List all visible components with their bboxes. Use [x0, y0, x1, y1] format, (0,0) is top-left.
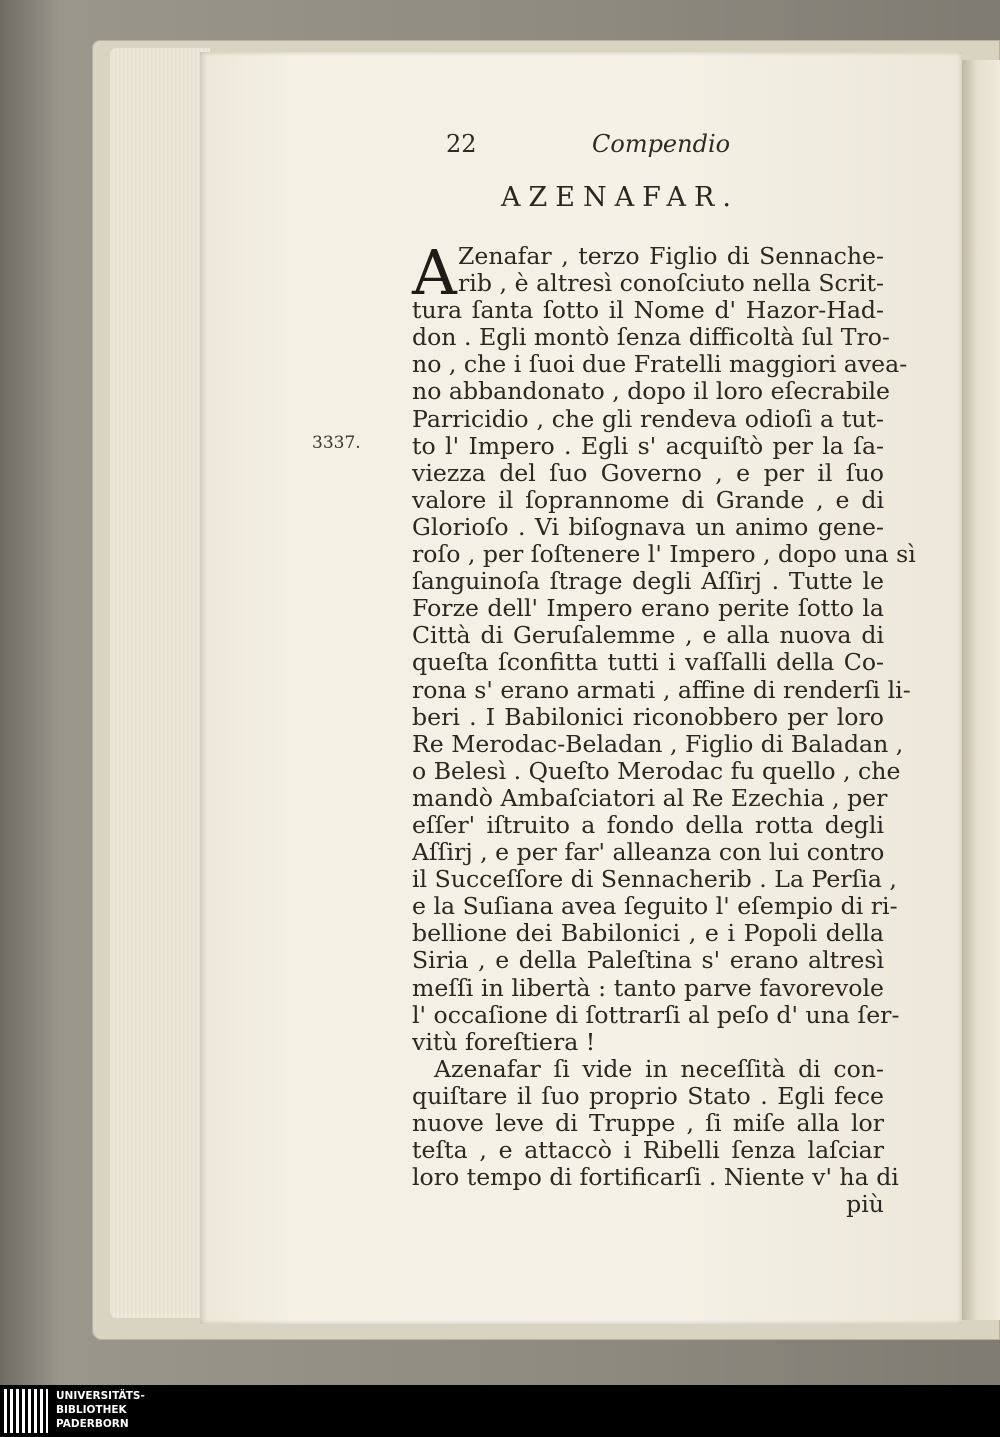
- body-text: [412, 236, 916, 1219]
- text-line: viezza del ſuo Governo , e per il ſuo: [412, 458, 884, 487]
- text-line: e la Suſiana avea ſeguito l' eſempio di ri-: [412, 892, 898, 921]
- text-line: to l' Impero . Egli s' acquiſtò per la ſa-: [412, 431, 884, 460]
- text-line: quiſtare il ſuo proprio Stato . Egli fece: [412, 1081, 884, 1110]
- text-line: Zenafar , terzo Figlio di Sennache-: [458, 242, 884, 270]
- text-line: l' occaſione di ſottrarſi al peſo d' una ſer-: [412, 1000, 900, 1029]
- library-name: [56, 1389, 145, 1431]
- text-line: eſſer' iſtruito a fondo della rotta degli: [412, 810, 884, 839]
- page-number: 22: [446, 130, 477, 158]
- library-footer: [0, 1385, 1000, 1437]
- running-head: Compendio: [592, 130, 731, 158]
- text-line: tura ſanta ſotto il Nome d' Hazor-Had-: [412, 296, 884, 325]
- text-line: Re Merodac-Beladan , Figlio di Baladan ,: [412, 729, 904, 758]
- text-line: Siria , e della Paleſtina s' erano altresì: [412, 946, 884, 975]
- facing-page-edge: [962, 60, 1000, 1320]
- library-name-line1: UNIVERSITÄTS-: [56, 1390, 145, 1402]
- text-line: rona s' erano armati , affine di renderſi li-: [412, 675, 911, 704]
- text-line: Azenafar ſi vide in neceſſità di con-: [434, 1054, 884, 1083]
- text-line: no , che i ſuoi due Fratelli maggiori avea-: [412, 350, 908, 379]
- text-line: beri . I Babilonici riconobbero per loro: [412, 702, 884, 731]
- text-line: don . Egli montò ſenza difficoltà ſul Tro-: [412, 323, 890, 352]
- text-line: rib , è altresì conoſciuto nella Scrit-: [458, 269, 884, 298]
- text-line: meſſi in libertà : tanto parve favorevole: [412, 973, 884, 1002]
- chapter-title: AZENAFAR.: [501, 182, 739, 213]
- text-line: Aſſirj , e per far' alleanza con lui contro: [412, 838, 885, 867]
- page-edges: [110, 48, 210, 1318]
- text-line: teſta , e attaccò i Ribelli ſenza laſciar: [412, 1136, 884, 1165]
- text-line: il Succeſſore di Sennacherib . La Perſia ,: [412, 865, 897, 894]
- text-line: bellione dei Babilonici , e i Popoli della: [412, 919, 884, 948]
- text-line: no abbandonato , dopo il loro eſecrabile: [412, 377, 891, 406]
- drop-cap: A: [412, 236, 457, 309]
- text-line: Parricidio , che gli rendeva odioſi a tut-: [412, 404, 884, 433]
- library-name-line2: BIBLIOTHEK: [56, 1404, 127, 1416]
- text-line: valore il ſoprannome di Grande , e di: [412, 485, 884, 514]
- text-line: Glorioſo . Vi biſognava un animo gene-: [412, 512, 884, 541]
- text-line: ſanguinoſa ſtrage degli Aſſirj . Tutte le: [412, 567, 884, 596]
- margin-note: 3337.: [312, 433, 361, 453]
- text-line: nuove leve di Truppe , ſi miſe alla lor: [412, 1109, 884, 1137]
- library-name-line3: PADERBORN: [56, 1418, 129, 1430]
- text-line: vitù foreſtiera !: [412, 1027, 596, 1056]
- catchword: più: [846, 1190, 884, 1219]
- text-line: o Belesì . Queſto Merodac fu quello , che: [412, 756, 901, 785]
- text-line: Città di Geruſalemme , e alla nuova di: [412, 621, 884, 650]
- text-line: Forze dell' Impero erano perite ſotto la: [412, 594, 884, 623]
- text-line: loro tempo di fortificarſi . Niente v' ha di: [412, 1163, 899, 1192]
- text-line: roſo , per ſoſtenere l' Impero , dopo una sì: [412, 540, 916, 569]
- library-logo-icon: [4, 1389, 48, 1433]
- page-header: [440, 128, 900, 160]
- text-line: queſta ſconfitta tutti i vaſſalli della Co-: [412, 648, 884, 677]
- text-line: mandò Ambaſciatori al Re Ezechia , per: [412, 783, 888, 812]
